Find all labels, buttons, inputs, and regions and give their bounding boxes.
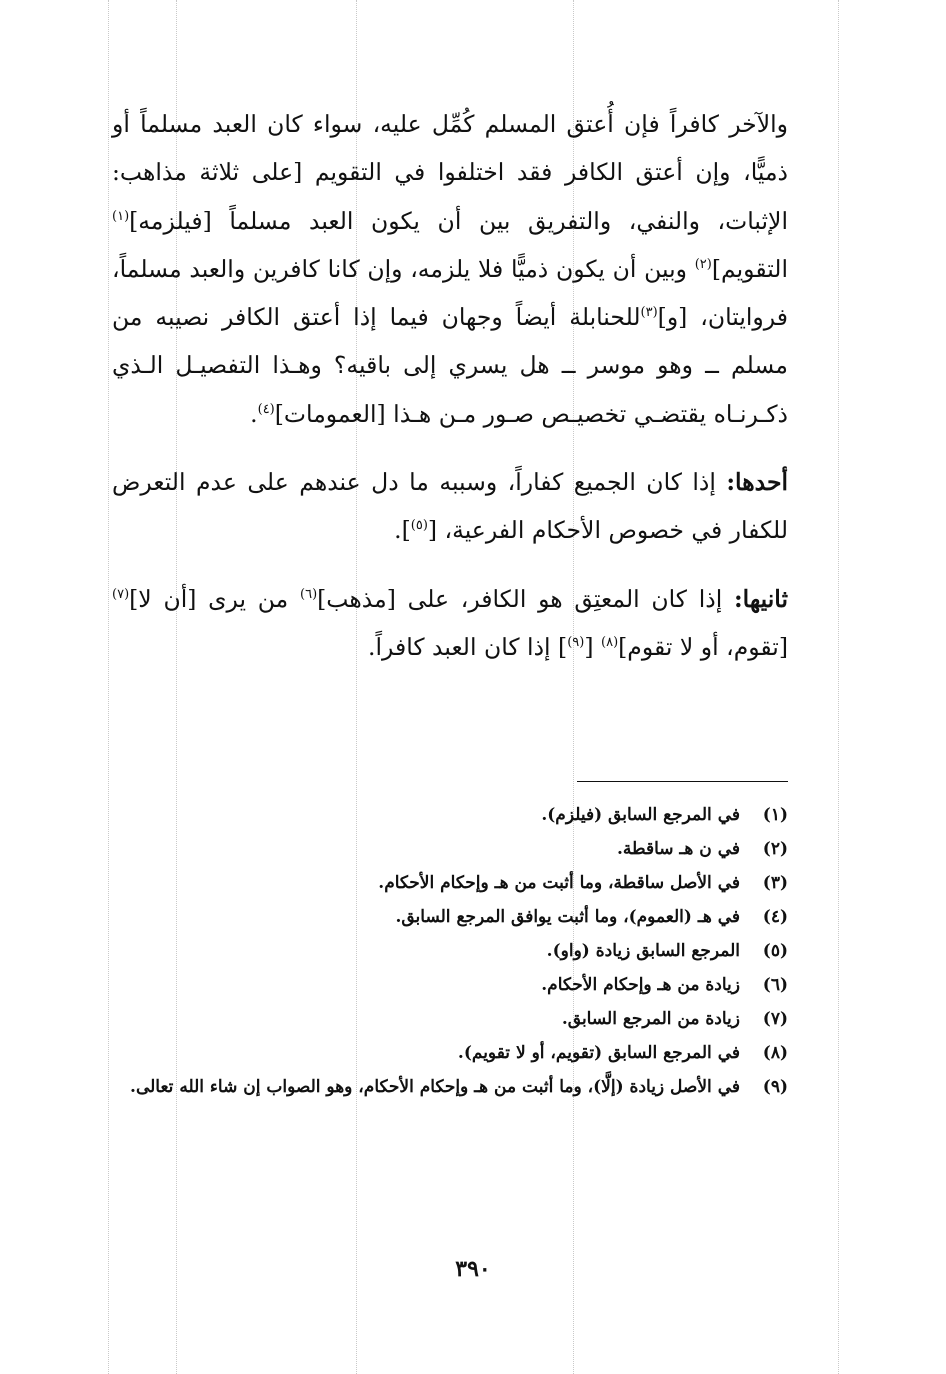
footnote-ref: (٩)	[567, 635, 585, 651]
text-run: من يرى [أن لا]	[129, 584, 300, 613]
footnote-text: زيادة من هـ وإحكام الأحكام.	[541, 975, 740, 995]
footnote	[112, 968, 788, 1002]
body-text	[112, 100, 788, 671]
footnote-ref: (٥)	[410, 518, 428, 534]
footnote-ref: (٦)	[300, 586, 318, 602]
text-run: .	[250, 399, 258, 428]
footnote-text: المرجع السابق زيادة (واو).	[546, 941, 740, 961]
paragraph-lead: ثانيها:	[734, 584, 788, 613]
footnote-number: (٥)	[762, 941, 788, 961]
text-run: [تقوم، أو لا تقوم]	[618, 632, 788, 661]
paragraph	[112, 575, 788, 672]
footnote-number: (٨)	[762, 1043, 788, 1063]
text-run: التقويم]	[711, 254, 788, 283]
text-run: [	[584, 632, 601, 661]
text-run: للحنابلة أيضاً وجهان فيما إذا أعتق الكافر نصيبه من مسلم ــ وهو موسر ــ هل يسري إلى باقيه؟ وهـذا التفصيـل الـذي ذكـرنـاه يقتضـي تخصيـص صـور مـن هـذا [العمومات]	[112, 303, 788, 428]
scan-guide-line	[838, 0, 839, 1374]
footnote-ref: (٢)	[694, 257, 712, 273]
text-run: والآخر كافراً فإن أُعتق المسلم كُمِّل عليه، سواء كان العبد مسلماً أو ذميًّا، وإن أعتق الكافر فقد اختلفوا في التقويم [على ثلاثة مذاهب: الإثبات، والنفي، والتفريق بين أن يكون العبد مسلماً [فيلزمه]	[112, 110, 788, 235]
footnote-text: في هـ (العموم)، وما أثبت يوافق المرجع السابق.	[395, 907, 740, 927]
footnote-number: (٩)	[762, 1077, 788, 1097]
paragraph	[112, 458, 788, 555]
footnote-text: في الأصل ساقطة، وما أثبت من هـ وإحكام الأحكام.	[378, 873, 740, 893]
footnote-ref: (٧)	[112, 586, 130, 602]
text-run: ] إذا كان العبد كافراً.	[368, 632, 568, 661]
footnote-text: في الأصل زيادة (إلَّا)، وما أثبت من هـ وإحكام الأحكام، وهو الصواب إن شاء الله تعالى.	[130, 1077, 740, 1097]
footnote	[112, 866, 788, 900]
footnote	[112, 1036, 788, 1070]
text-run: وبين أن يكون ذميًّا فلا يلزمه، وإن كانا كافرين والعبد مسلماً، فروايتان، [و]	[112, 254, 788, 332]
footnote-ref: (٤)	[257, 401, 275, 417]
page-number: ٣٩٠	[455, 1256, 491, 1282]
paragraph	[112, 100, 788, 438]
footnote-number: (٣)	[762, 873, 788, 893]
footnote-ref: (٣)	[640, 305, 658, 321]
footnotes-list	[112, 798, 788, 1104]
text-run: إذا كان المعتِق هو الكافر، على [مذهب]	[317, 584, 734, 613]
footnote-number: (٦)	[762, 975, 788, 995]
paragraph-lead: أحدها:	[726, 468, 788, 497]
scan-guide-line	[108, 0, 109, 1374]
text-run: ].	[394, 516, 411, 545]
footnote-number: (٤)	[762, 907, 788, 927]
footnote-text: في ن هـ ساقطة.	[616, 839, 740, 859]
footnote-separator	[577, 781, 788, 782]
footnote	[112, 934, 788, 968]
footnote-text: في المرجع السابق (تقويم، أو لا تقويم).	[457, 1043, 740, 1063]
footnote-number: (٧)	[762, 1009, 788, 1029]
footnote	[112, 1070, 788, 1104]
text-run: إذا كان الجميع كفاراً، وسببه ما دل عندهم على عدم التعرض للكفار في خصوص الأحكام الفرعية، [	[112, 468, 788, 545]
footnote-ref: (٨)	[601, 635, 619, 651]
footnote-text: زيادة من المرجع السابق.	[561, 1009, 740, 1029]
footnote	[112, 900, 788, 934]
footnote	[112, 798, 788, 832]
footnote-text: في المرجع السابق (فيلزم).	[541, 805, 740, 825]
footnote-number: (٢)	[762, 839, 788, 859]
footnote	[112, 832, 788, 866]
footnote-number: (١)	[762, 805, 788, 825]
footnote-ref: (١)	[112, 208, 130, 224]
footnote	[112, 1002, 788, 1036]
